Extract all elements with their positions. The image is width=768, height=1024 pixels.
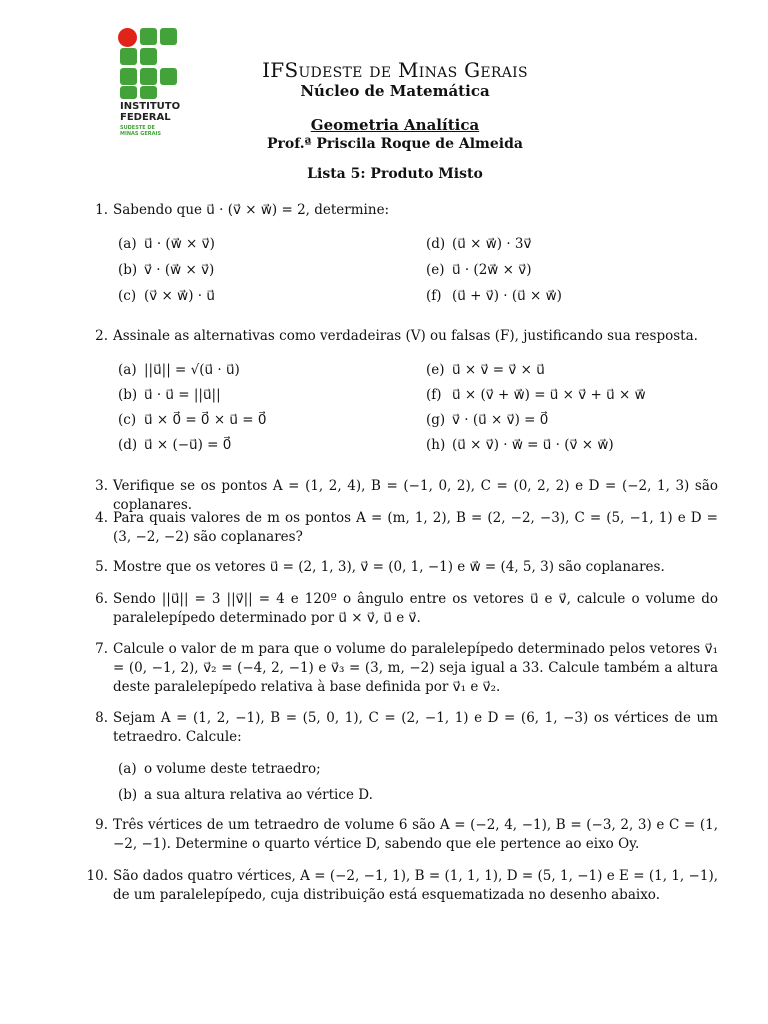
question-text: Três vértices de um tetraedro de volume 6 são A = (−2, 4, −1), B = (−3, 2, 3) e C = (1, −2, −1). Determine o quarto vértice D, sabendo que ele pertence ao eixo Oy.: [113, 817, 718, 852]
professor-name: Prof.ª Priscila Roque de Almeida: [267, 136, 523, 152]
question-number: 7.: [95, 641, 108, 657]
list-title: Lista 5: Produto Misto: [307, 166, 483, 182]
institute-logo: [118, 28, 188, 140]
q8-option-b: (b) a sua altura relativa ao vértice D.: [118, 787, 373, 803]
question-number: 3.: [95, 478, 108, 494]
question-4: [86, 509, 718, 547]
question-text: Sabendo que u⃗ · (v⃗ × w⃗) = 2, determine:: [113, 202, 390, 218]
question-number: 8.: [95, 710, 108, 726]
question-text: São dados quatro vértices, A = (−2, −1, 1), B = (1, 1, 1), D = (5, 1, −1) e E = (1, 1, −1), de um paralelepípedo, cuja distribuição está esquematizada no desenho abaixo.: [113, 868, 718, 903]
question-1: [86, 201, 718, 220]
q1-option-f: (f) (u⃗ + v⃗) · (u⃗ × w⃗): [426, 288, 562, 304]
question-text: Sendo ||u⃗|| = 3 ||v⃗|| = 4 e 120º o ângulo entre os vetores u⃗ e v⃗, calcule o volume do paralelepípedo determinado por u⃗ × v⃗, u⃗ e v⃗.: [113, 591, 718, 626]
question-text: Sejam A = (1, 2, −1), B = (5, 0, 1), C = (2, −1, 1) e D = (6, 1, −3) os vértices de um tetraedro. Calcule:: [113, 710, 718, 745]
question-text: Mostre que os vetores u⃗ = (2, 1, 3), v⃗ = (0, 1, −1) e w⃗ = (4, 5, 3) são coplanares.: [113, 559, 665, 575]
question-number: 4.: [95, 510, 108, 526]
q2-option-a: (a) ||u⃗|| = √(u⃗ · u⃗): [118, 362, 240, 378]
question-number: 6.: [95, 591, 108, 607]
q2-option-e: (e) u⃗ × v⃗ = v⃗ × u⃗: [426, 362, 545, 378]
q2-option-d: (d) u⃗ × (−u⃗) = 0⃗: [118, 437, 232, 453]
q1-option-c: (c) (v⃗ × w⃗) · u⃗: [118, 288, 215, 304]
q2-option-c: (c) u⃗ × 0⃗ = 0⃗ × u⃗ = 0⃗: [118, 412, 267, 428]
question-8: [86, 709, 718, 747]
institution-name: IFSudeste de Minas Gerais: [262, 58, 528, 82]
question-2: [86, 327, 718, 346]
question-text: Verifique se os pontos A = (1, 2, 4), B = (−1, 0, 2), C = (0, 2, 2) e D = (−2, 1, 3) são coplanares.: [113, 478, 718, 513]
question-text: Para quais valores de m os pontos A = (m, 1, 2), B = (2, −2, −3), C = (5, −1, 1) e D = (3, −2, −2) são coplanares?: [113, 510, 718, 545]
q1-option-d: (d) (u⃗ × w⃗) · 3v⃗: [426, 236, 532, 252]
q8-option-a: (a) o volume deste tetraedro;: [118, 761, 321, 777]
q2-option-g: (g) v⃗ · (u⃗ × v⃗) = 0⃗: [426, 412, 549, 428]
q1-option-e: (e) u⃗ · (2w⃗ × v⃗): [426, 262, 532, 278]
logo-red-dot: [118, 28, 137, 47]
q1-option-a: (a) u⃗ · (w⃗ × v⃗): [118, 236, 215, 252]
logo-subtext: SUDESTE DE MINAS GERAIS: [120, 125, 161, 137]
q2-option-b: (b) u⃗ · u⃗ = ||u⃗||: [118, 387, 221, 403]
question-text: Assinale as alternativas como verdadeiras (V) ou falsas (F), justificando sua resposta.: [113, 328, 698, 344]
question-6: [86, 590, 718, 628]
question-number: 10.: [86, 868, 108, 884]
question-number: 1.: [95, 202, 108, 218]
question-5: [86, 558, 718, 577]
q1-option-b: (b) v⃗ · (w⃗ × v⃗): [118, 262, 215, 278]
q2-option-f: (f) u⃗ × (v⃗ + w⃗) = u⃗ × v⃗ + u⃗ × w⃗: [426, 387, 646, 403]
logo-text: INSTITUTO FEDERAL: [120, 101, 181, 123]
question-text: Calcule o valor de m para que o volume do paralelepípedo determinado pelos vetores v⃗₁ = (0, −1, 2), v⃗₂ = (−4, 2, −1) e v⃗₃ = (3, m, −2) seja igual a 33. Calcule também a altura deste paralelepípedo relativa à base definida por v⃗₁ e v⃗₂.: [113, 641, 718, 695]
question-7: [86, 640, 718, 697]
department-name: Núcleo de Matemática: [300, 82, 490, 100]
question-number: 9.: [95, 817, 108, 833]
course-title: Geometria Analítica: [310, 116, 480, 134]
question-9: [86, 816, 718, 854]
question-number: 5.: [95, 559, 108, 575]
question-10: [86, 867, 718, 905]
question-number: 2.: [95, 328, 108, 344]
q2-option-h: (h) (u⃗ × v⃗) · w⃗ = u⃗ · (v⃗ × w⃗): [426, 437, 614, 453]
